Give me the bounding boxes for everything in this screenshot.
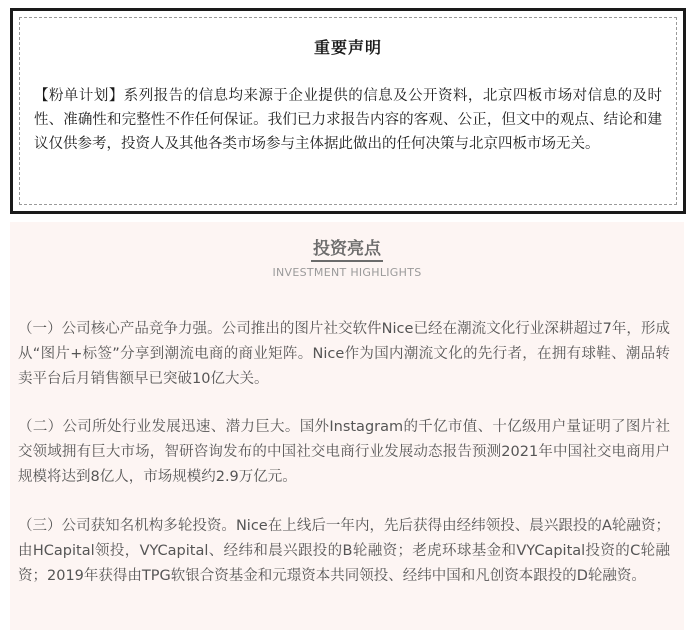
highlights-title-wrapper [10,234,684,259]
disclaimer-title: 重要声明 [313,38,382,57]
highlights-title: 投资亮点 [311,239,383,262]
disclaimer-text: 【粉单计划】系列报告的信息均来源于企业提供的信息及公开资料，北京四板市场对信息的及时性、准确性和完整性不作任何保证。我们已力求报告内容的客观、公正，但文中的观点、结论和建议仅供参考，投资人及其他各类市场参与主体据此做出的任何决策与北京四板市场无关。 [34,88,662,152]
highlight-paragraph-2: （二）公司所处行业发展迅速、潜力巨大。国外Instagram的千亿市值、十亿级用户量证明了图片社交领域拥有巨大市场，智研咨询发布的中国社交电商行业发展动态报告预测2021年中国社交电商用户规模将达到8亿人，市场规模约2.9万亿元。 [18,419,670,485]
highlight-paragraph-1: （一）公司核心产品竞争力强。公司推出的图片社交软件Nice已经在潮流文化行业深耕超过7年，形成从“图片+标签”分享到潮流电商的商业矩阵。Nice作为国内潮流文化的先行者，在拥有球鞋、潮品转卖平台后月销售额早已突破10亿大关。 [18,321,670,387]
highlights-subtitle: INVESTMENT HIGHLIGHTS [272,266,422,279]
disclaimer-inner-frame [19,17,677,205]
highlight-paragraph-3: （三）公司获知名机构多轮投资。Nice在上线后一年内，先后获得由经纬领投、晨兴跟投的A轮融资；由HCapital领投，VYCapital、经纬和晨兴跟投的B轮融资；老虎环球基金和VYCapital投资的C轮融资；2019年获得由TPG软银合资基金和元璟资本共同领投、经纬中国和凡创资本跟投的D轮融资。 [18,518,670,584]
investment-highlights-panel [10,222,684,630]
disclaimer-box [10,8,686,214]
